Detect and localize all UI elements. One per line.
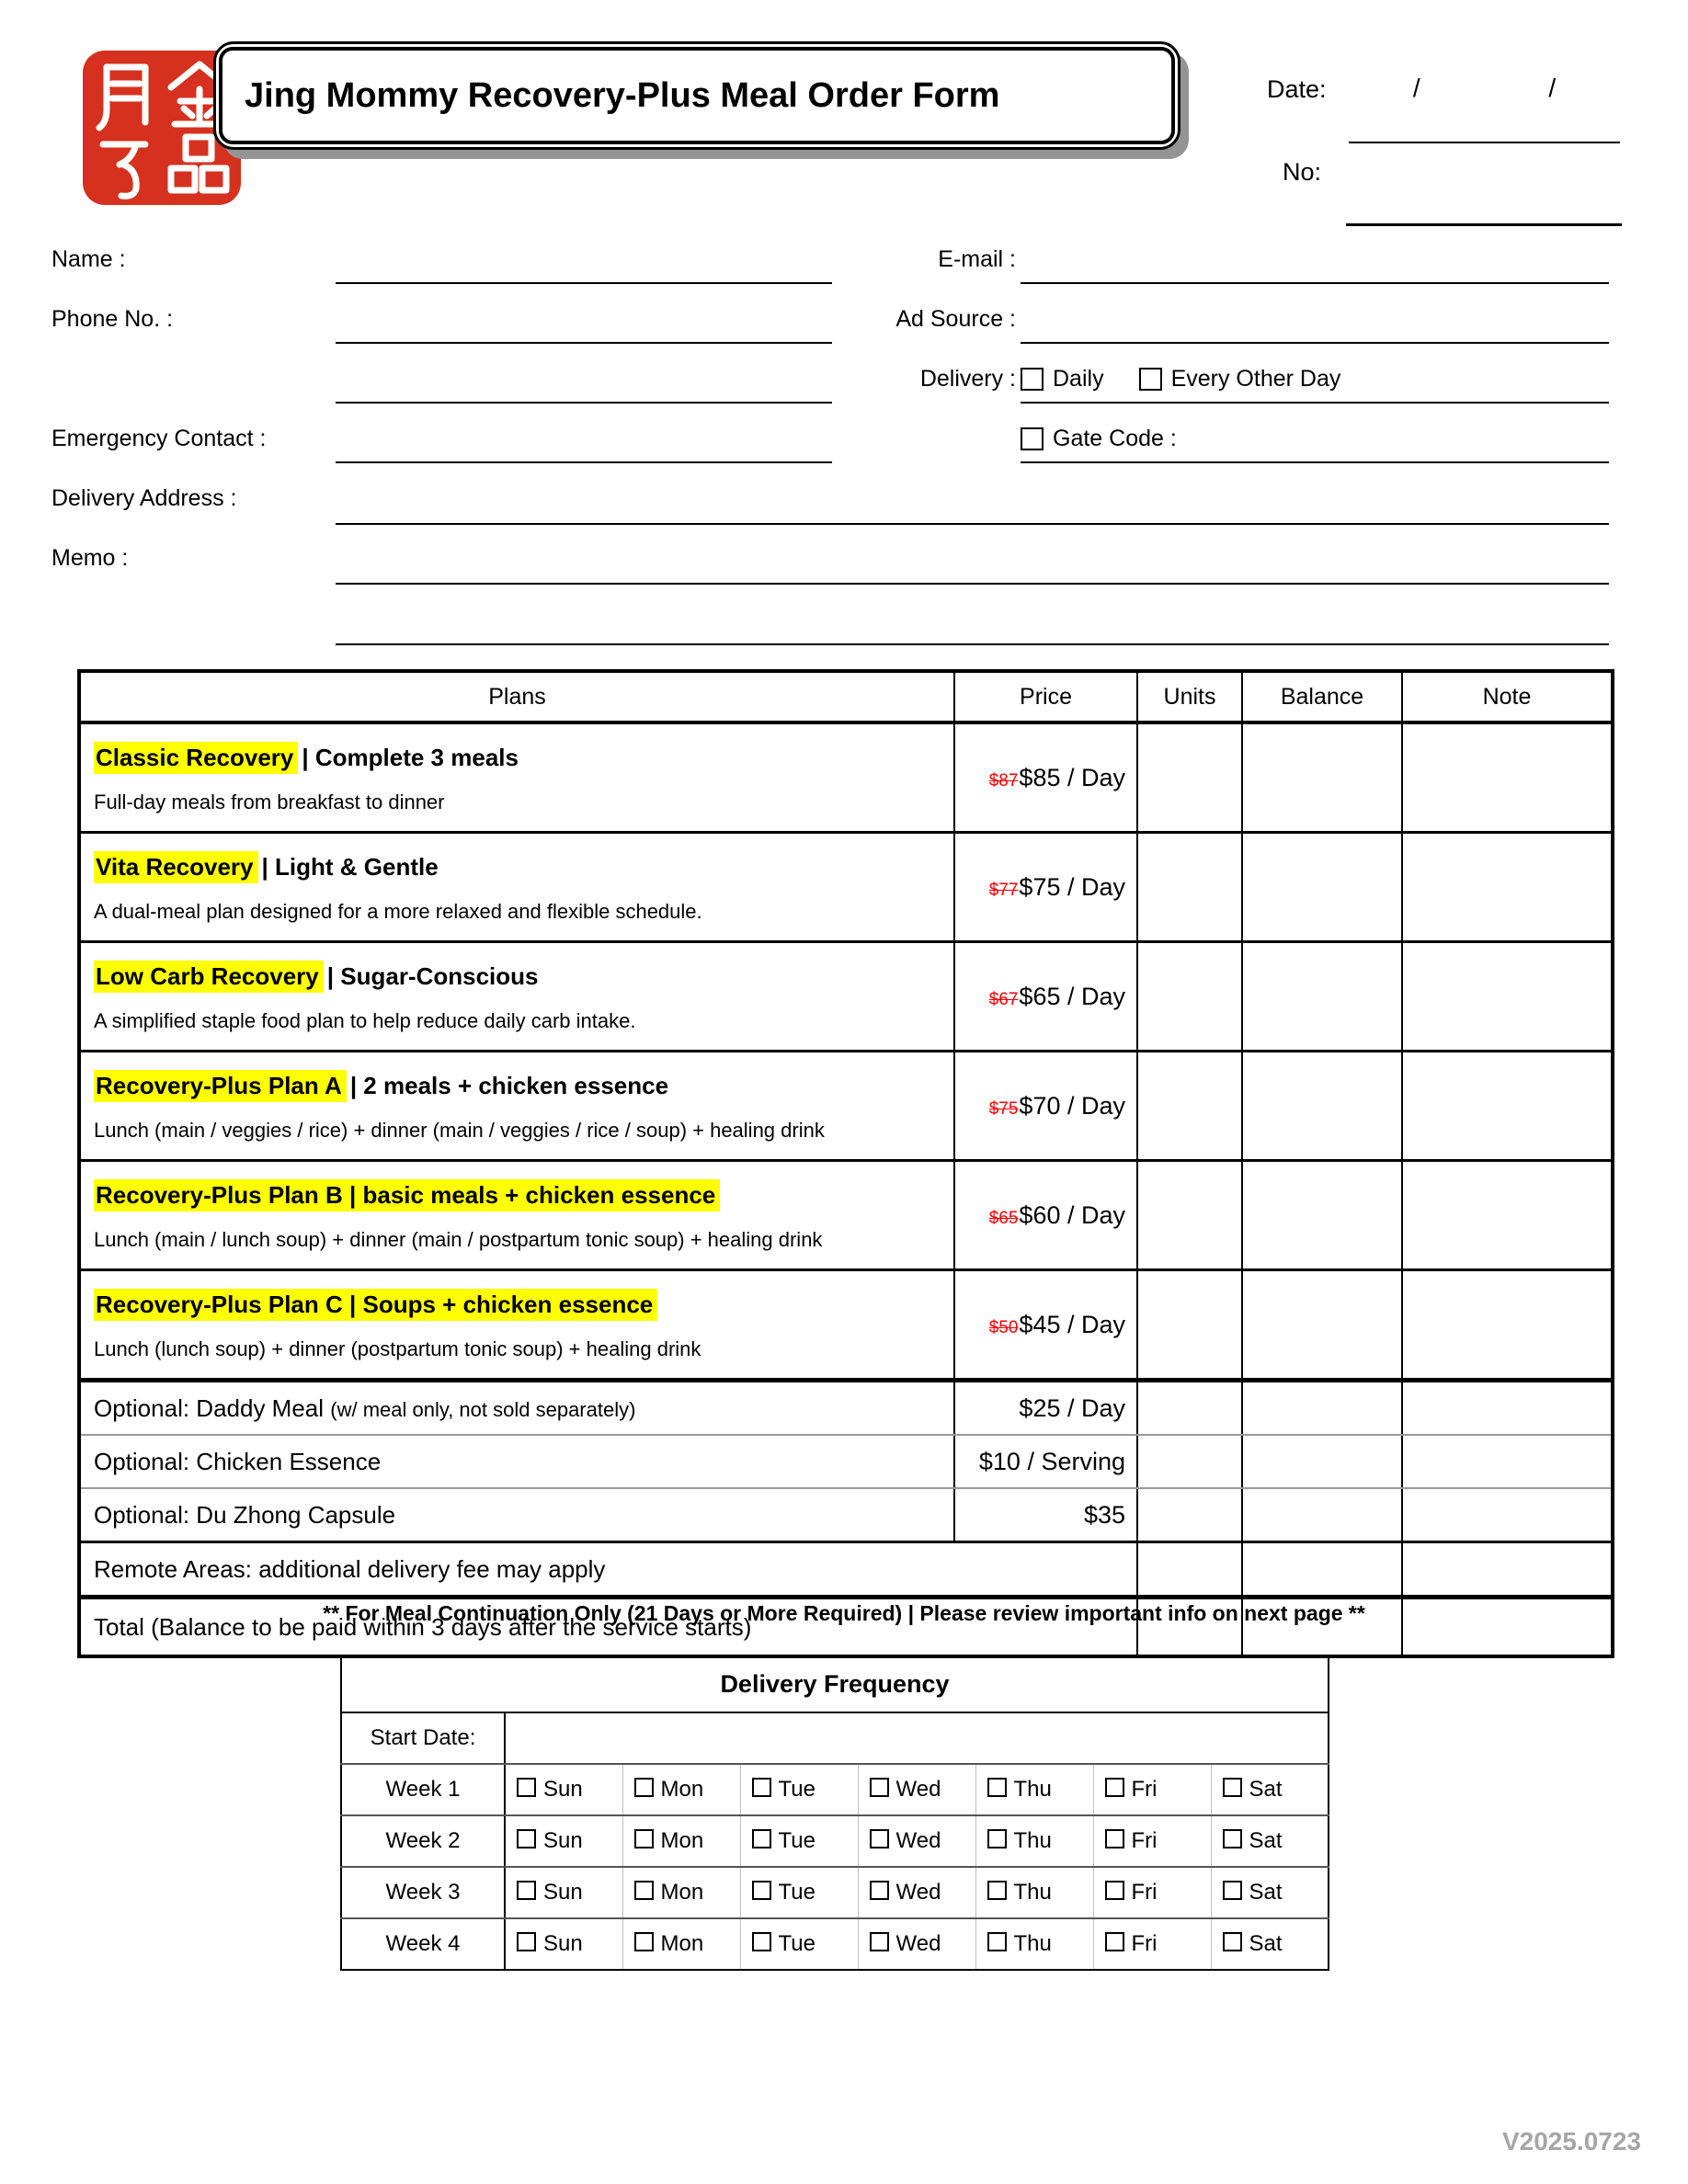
option-row-du-zhong-capsule [79,1488,1613,1542]
plan-row-recovery-plus-c [79,1270,1613,1381]
day-label: Wed [895,1931,941,1956]
units-cell [1137,1542,1242,1598]
price-cell [954,722,1137,833]
week-label: Week 1 [341,1764,505,1815]
day-label: Sat [1249,1931,1283,1956]
plans-pricing-table [77,669,1614,1658]
units-cell [1137,1381,1242,1436]
day-checkbox[interactable] [1105,1829,1124,1848]
plan-name-highlight: Classic Recovery [94,742,298,774]
remote-areas-row [79,1542,1613,1598]
delivery-label: Delivery : [919,366,1016,392]
day-label: Tue [778,1931,815,1956]
plan-title [94,1291,941,1319]
frequency-header-row [341,1655,1329,1712]
day-checkbox[interactable] [517,1778,536,1797]
units-cell [1137,1161,1242,1270]
units-cell [1137,1435,1242,1488]
note-cell [1402,1270,1613,1381]
day-checkbox[interactable] [1223,1932,1242,1951]
plan-row-classic-recovery [79,722,1613,833]
option-label-small: (w/ meal only, not sold separately) [330,1397,636,1421]
gate-code-label: Gate Code : [1053,426,1177,451]
day-label: Fri [1131,1777,1158,1802]
day-checkbox[interactable] [1223,1829,1242,1848]
day-label: Mon [660,1828,704,1853]
balance-cell [1242,1052,1402,1161]
start-date-field [505,1712,1329,1764]
every-other-day-option-label: Every Other Day [1170,366,1341,392]
day-label: Sun [543,1931,583,1956]
name-field-line [336,282,832,284]
day-checkbox[interactable] [1223,1778,1242,1797]
day-label: Sun [543,1880,583,1905]
no-field-line [1346,223,1622,226]
day-label: Wed [895,1777,941,1802]
name-label: Name : [51,246,126,272]
week-row [341,1867,1329,1918]
plan-description: Lunch (main / veggies / rice) + dinner (main / veggies / rice / soup) + healing drink [94,1118,825,1142]
note-cell [1402,1435,1613,1488]
day-checkbox[interactable] [752,1778,771,1797]
old-price: $77 [988,880,1019,900]
column-header-note: Note [1402,671,1613,722]
plan-subtitle: | Sugar-Conscious [326,961,539,990]
start-date-row [341,1712,1329,1764]
plan-name-highlight: Recovery-Plus Plan A [94,1070,347,1102]
plan-description: A simplified staple food plan to help reduce daily carb intake. [94,1008,636,1032]
day-label: Sat [1249,1777,1283,1802]
plan-description: Lunch (main / lunch soup) + dinner (main / postpartum tonic soup) + healing drink [94,1227,823,1251]
column-header-plans: Plans [79,671,954,722]
day-label: Mon [660,1777,704,1802]
balance-cell [1242,1435,1402,1488]
balance-cell [1242,1381,1402,1436]
plan-subtitle: | Complete 3 meals [302,743,519,771]
day-label: Tue [778,1880,815,1905]
old-price: $87 [988,770,1019,791]
option-row-daddy-meal [79,1381,1613,1436]
price-cell [954,1435,1137,1488]
note-cell [1402,1488,1613,1542]
form-title-inner-border [219,47,1175,144]
day-checkbox[interactable] [517,1829,536,1848]
week-label: Week 2 [341,1815,505,1867]
day-checkbox[interactable] [870,1829,889,1848]
day-checkbox[interactable] [634,1829,654,1848]
column-header-units: Units [1137,671,1242,722]
current-price: $25 / Day [1019,1393,1125,1422]
day-label: Sun [543,1777,583,1802]
version-stamp: V2025.0723 [1501,2127,1641,2156]
email-label: E-mail : [938,246,1016,272]
remote-areas-label: Remote Areas: additional delivery fee may apply [79,1542,1137,1598]
gate-code-field-line [1021,461,1609,463]
price-cell [954,1270,1137,1381]
column-header-balance: Balance [1242,671,1402,722]
current-price: $75 / Day [1019,872,1125,901]
phone-field-line [336,342,832,344]
balance-cell [1242,1542,1402,1598]
gate-code-row [1021,426,1177,452]
price-cell [954,1161,1137,1270]
current-price: $65 / Day [1019,982,1125,1010]
week-label: Week 4 [341,1918,505,1970]
day-checkbox[interactable] [870,1778,889,1797]
date-slash: / [1548,74,1557,102]
continuation-note: ** For Meal Continuation Only (21 Days or More Required) | Please review important info on next page ** [323,1601,1365,1625]
balance-cell [1242,722,1402,833]
day-label: Thu [1013,1828,1052,1853]
day-label: Fri [1131,1828,1158,1853]
current-price: $35 [1083,1500,1125,1529]
note-cell [1402,942,1613,1052]
old-price: $65 [988,1208,1019,1228]
week-row [341,1815,1329,1867]
emergency-contact-field-line [336,461,832,463]
plan-title [94,853,941,882]
week-row [341,1918,1329,1970]
day-checkbox[interactable] [752,1829,771,1848]
day-checkbox[interactable] [752,1881,771,1900]
option-row-chicken-essence [79,1435,1613,1488]
day-checkbox[interactable] [987,1829,1007,1848]
option-label: Optional: Du Zhong Capsule [94,1500,396,1529]
note-cell [1402,1161,1613,1270]
plan-subtitle: | Light & Gentle [261,852,439,881]
no-label: No: [1283,158,1322,186]
units-cell [1137,1052,1242,1161]
current-price: $10 / Serving [978,1447,1125,1475]
old-price: $75 [988,1098,1019,1119]
week-label: Week 3 [341,1867,505,1918]
checkbox-daily[interactable] [1021,368,1044,391]
day-label: Sat [1249,1880,1283,1905]
plan-description: Lunch (lunch soup) + dinner (postpartum tonic soup) + healing drink [94,1337,701,1360]
plan-name-highlight: Vita Recovery [94,851,258,883]
day-label: Thu [1013,1931,1052,1956]
old-price: $50 [988,1317,1019,1337]
old-price: $67 [988,989,1019,1009]
frequency-title: Delivery Frequency [341,1655,1329,1712]
note-cell [1402,833,1613,942]
day-checkbox[interactable] [870,1881,889,1900]
memo-label: Memo : [51,545,129,571]
note-cell [1402,1381,1613,1436]
units-cell [1137,1270,1242,1381]
delivery-field-line [1021,402,1609,404]
price-cell [954,1381,1137,1436]
memo-field-line-1 [336,583,1609,585]
plan-title [94,1072,941,1100]
day-checkbox[interactable] [987,1932,1007,1951]
plan-description: Full-day meals from breakfast to dinner [94,790,445,813]
balance-cell [1242,1270,1402,1381]
option-label: Optional: Chicken Essence [94,1447,382,1475]
day-checkbox[interactable] [517,1881,536,1900]
balance-cell [1242,1161,1402,1270]
balance-cell [1242,1488,1402,1542]
delivery-options [1021,366,1340,392]
price-cell [954,1052,1137,1161]
units-cell [1137,942,1242,1052]
units-cell [1137,833,1242,942]
note-cell [1402,1542,1613,1598]
day-checkbox[interactable] [634,1778,654,1797]
date-label: Date: [1267,75,1327,103]
day-label: Mon [660,1931,704,1956]
day-label: Tue [778,1828,815,1853]
total-label: Total (Balance to be paid within 3 days after the service starts) [94,1612,752,1641]
current-price: $60 / Day [1019,1200,1125,1229]
checkbox-gate-code[interactable] [1021,427,1044,450]
day-label: Wed [895,1828,941,1853]
plan-row-recovery-plus-a [79,1052,1613,1161]
plan-title [94,962,941,991]
day-label: Fri [1131,1931,1158,1956]
day-label: Thu [1013,1880,1052,1905]
day-label: Wed [895,1880,941,1905]
day-checkbox[interactable] [1105,1881,1124,1900]
day-checkbox[interactable] [870,1932,889,1951]
current-price: $45 / Day [1019,1310,1125,1338]
day-checkbox[interactable] [634,1932,654,1951]
day-checkbox[interactable] [1105,1932,1124,1951]
table-header-row [79,671,1613,722]
day-checkbox[interactable] [517,1932,536,1951]
column-header-price: Price [954,671,1137,722]
day-checkbox[interactable] [987,1881,1007,1900]
date-separators [1349,74,1620,103]
plan-row-low-carb-recovery [79,942,1613,1052]
ad-source-field-line [1021,342,1609,344]
current-price: $85 / Day [1019,763,1125,791]
date-slash: / [1412,74,1420,102]
day-label: Tue [778,1777,815,1802]
units-cell [1137,1488,1242,1542]
note-cell [1402,1052,1613,1161]
note-cell [1402,722,1613,833]
day-checkbox[interactable] [634,1881,654,1900]
date-field-line [1349,142,1620,143]
price-cell [954,942,1137,1052]
balance-cell [1242,833,1402,942]
page-title: Jing Mommy Recovery-Plus Meal Order Form [245,75,1000,115]
balance-cell [1242,942,1402,1052]
option-label: Optional: Daddy Meal [94,1393,331,1422]
day-label: Fri [1131,1880,1158,1905]
plan-name-highlight: Recovery-Plus Plan C | Soups + chicken essence [94,1289,657,1321]
current-price: $70 / Day [1019,1091,1125,1120]
day-label: Sun [543,1828,583,1853]
start-date-label: Start Date: [341,1712,505,1764]
day-checkbox[interactable] [987,1778,1007,1797]
ad-source-label: Ad Source : [895,306,1016,332]
day-label: Sat [1249,1828,1283,1853]
plan-row-vita-recovery [79,833,1613,942]
plan-title [94,1181,941,1210]
checkbox-every-other-day[interactable] [1139,368,1162,391]
daily-option-label: Daily [1053,366,1104,392]
delivery-address-field-line [336,523,1609,525]
day-label: Thu [1013,1777,1052,1802]
plan-title [94,744,941,772]
email-field-line [1021,282,1609,284]
price-cell [954,833,1137,942]
price-cell [954,1488,1137,1542]
memo-field-line-2 [336,643,1609,645]
delivery-address-label: Delivery Address : [51,485,237,511]
plan-description: A dual-meal plan designed for a more relaxed and flexible schedule. [94,899,702,923]
plan-row-recovery-plus-b [79,1161,1613,1270]
units-cell [1137,722,1242,833]
plan-name-highlight: Recovery-Plus Plan B | basic meals + chicken essence [94,1179,720,1211]
form-title-box [213,41,1180,150]
day-label: Mon [660,1880,704,1905]
emergency-contact-label: Emergency Contact : [51,426,267,451]
plan-subtitle: | 2 meals + chicken essence [349,1071,669,1099]
phone2-field-line [336,402,832,404]
week-row [341,1764,1329,1815]
phone-label: Phone No. : [51,306,174,332]
plan-name-highlight: Low Carb Recovery [94,961,324,993]
day-checkbox[interactable] [752,1932,771,1951]
delivery-frequency-table [340,1655,1329,1971]
day-checkbox[interactable] [1105,1778,1124,1797]
day-checkbox[interactable] [1223,1881,1242,1900]
